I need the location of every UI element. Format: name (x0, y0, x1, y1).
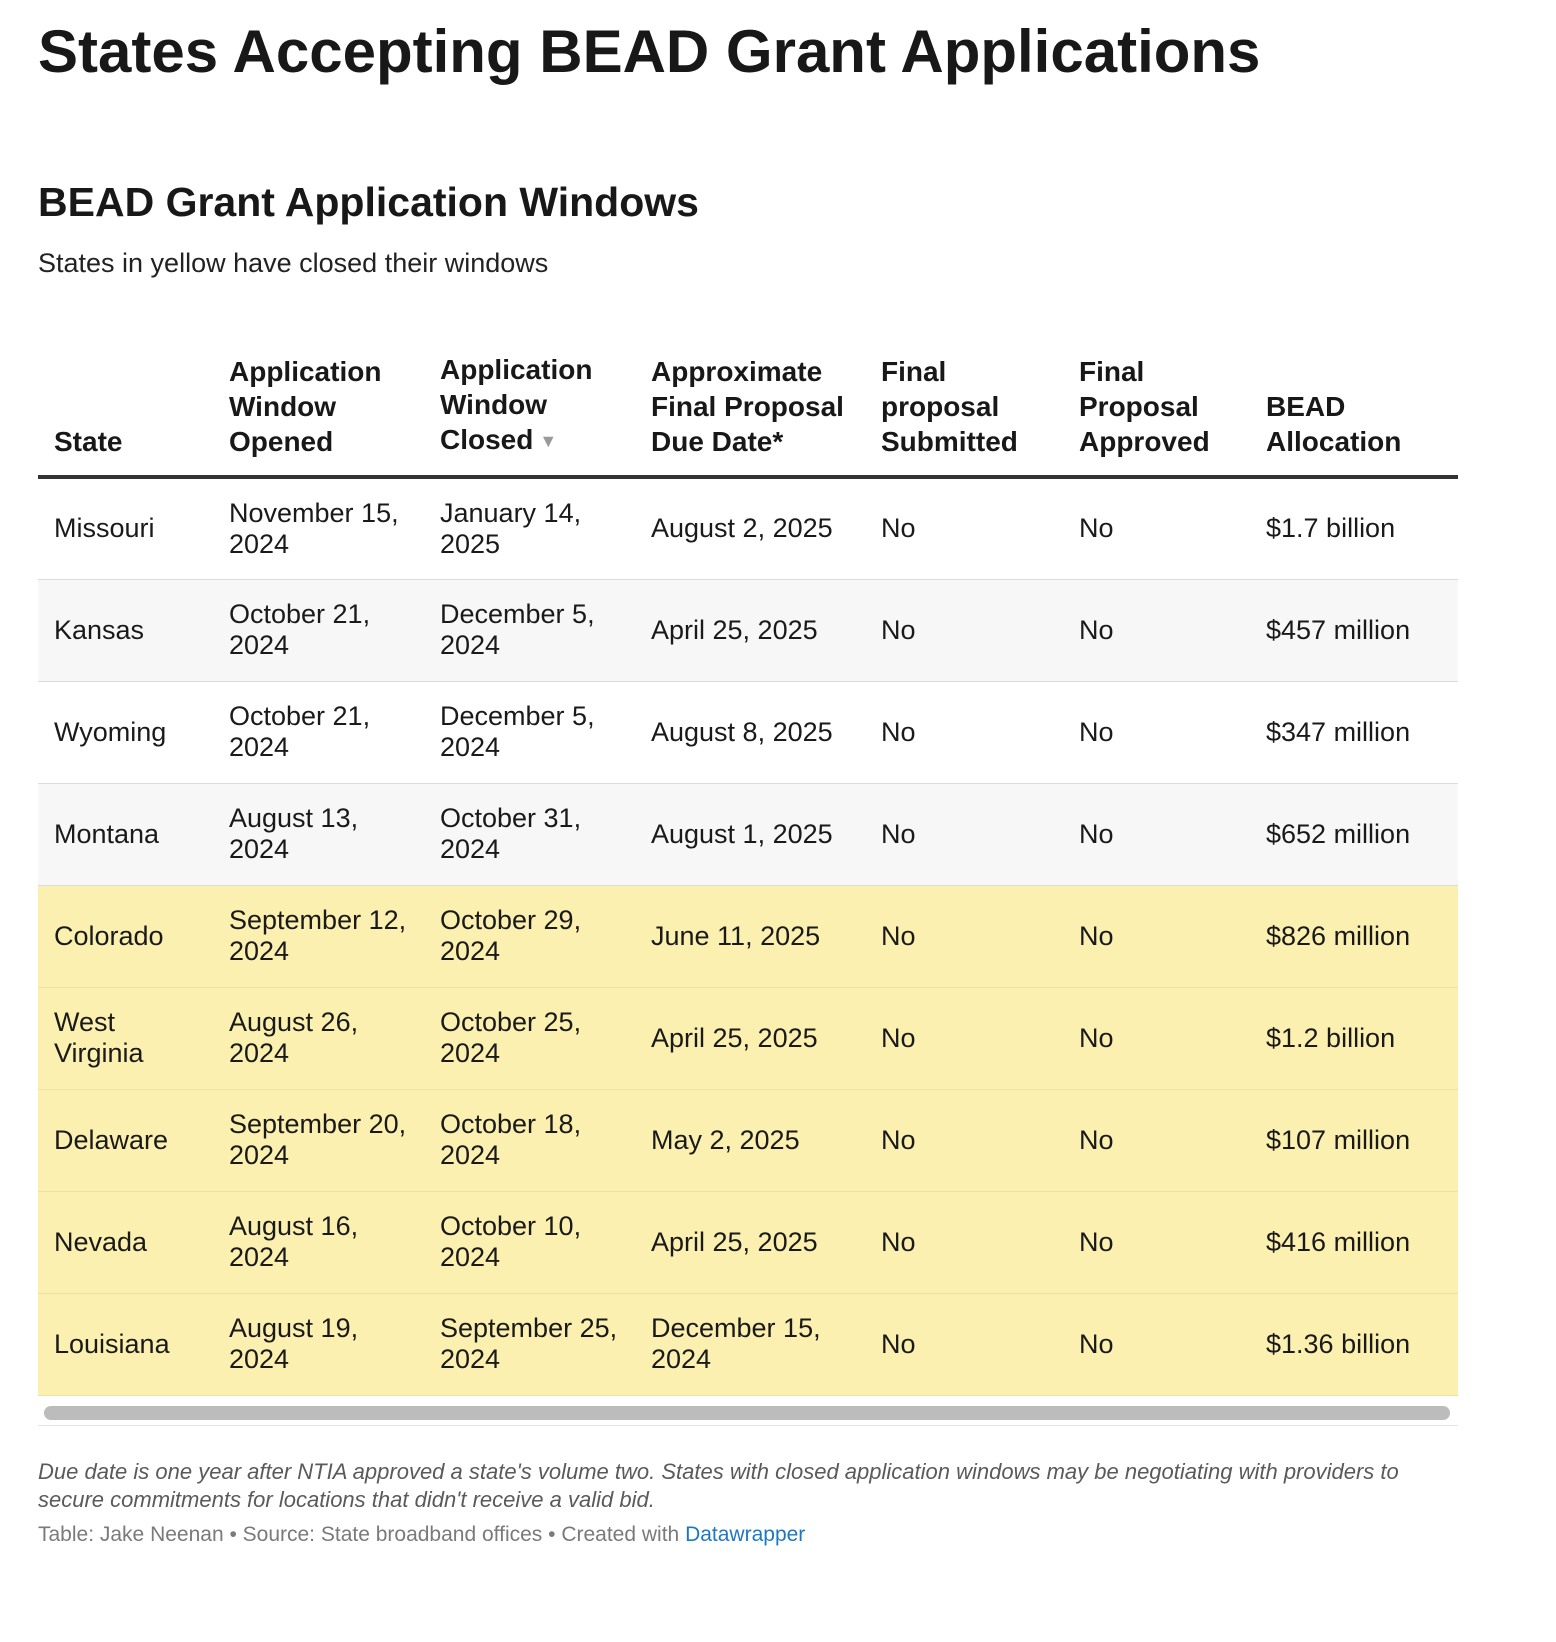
column-header-label: BEAD Allocation (1266, 391, 1402, 457)
table-row (38, 783, 1458, 885)
table-cell: No (865, 1089, 1063, 1191)
table-cell: $107 million (1250, 1089, 1458, 1191)
table-cell: December 15, 2024 (635, 1293, 865, 1395)
table-row (38, 885, 1458, 987)
table-cell: No (865, 885, 1063, 987)
table-cell: $457 million (1250, 579, 1458, 681)
table-cell: No (1063, 885, 1250, 987)
table-cell: $652 million (1250, 783, 1458, 885)
table-cell: October 31, 2024 (424, 783, 635, 885)
column-header-label: Application Window Opened (229, 356, 382, 457)
column-header-3[interactable] (635, 325, 865, 477)
table-cell: No (1063, 477, 1250, 579)
column-header-2[interactable] (424, 325, 635, 477)
table-cell: $1.2 billion (1250, 987, 1458, 1089)
table-cell: No (865, 579, 1063, 681)
table-cell: August 26, 2024 (213, 987, 424, 1089)
table-cell: Kansas (38, 579, 213, 681)
column-header-6[interactable] (1250, 325, 1458, 477)
table-cell: $347 million (1250, 681, 1458, 783)
table-cell: August 13, 2024 (213, 783, 424, 885)
horizontal-scrollbar[interactable] (38, 1400, 1458, 1426)
table-cell: No (1063, 783, 1250, 885)
table-cell: $1.7 billion (1250, 477, 1458, 579)
sort-descending-icon: ▼ (539, 431, 558, 451)
table-cell: August 2, 2025 (635, 477, 865, 579)
column-header-label: Application Window Closed (440, 354, 593, 455)
table-cell: Delaware (38, 1089, 213, 1191)
table-row (38, 681, 1458, 783)
table-row (38, 1089, 1458, 1191)
table-cell: May 2, 2025 (635, 1089, 865, 1191)
table-row (38, 1191, 1458, 1293)
table-cell: No (865, 681, 1063, 783)
table-cell: $826 million (1250, 885, 1458, 987)
table-cell: October 18, 2024 (424, 1089, 635, 1191)
table-cell: No (1063, 681, 1250, 783)
table-row (38, 1293, 1458, 1395)
column-header-label: State (54, 426, 123, 457)
table-cell: September 12, 2024 (213, 885, 424, 987)
table-cell: Colorado (38, 885, 213, 987)
column-header-label: Final proposal Submitted (881, 356, 1018, 457)
chart-title: BEAD Grant Application Windows (38, 179, 699, 225)
footnote: Due date is one year after NTIA approved a state's volume two. States with closed application windows may be negotiating with providers to secure commitments for locations that didn't receive a valid bid. (38, 1459, 1399, 1512)
table-cell: $1.36 billion (1250, 1293, 1458, 1395)
column-header-5[interactable] (1063, 325, 1250, 477)
table-container (38, 325, 1458, 1426)
table-row (38, 987, 1458, 1089)
table-cell: No (865, 477, 1063, 579)
table-cell: Montana (38, 783, 213, 885)
data-table (38, 325, 1458, 1396)
datawrapper-link[interactable]: Datawrapper (685, 1523, 806, 1546)
column-header-1[interactable] (213, 325, 424, 477)
table-cell: October 25, 2024 (424, 987, 635, 1089)
table-cell: November 15, 2024 (213, 477, 424, 579)
table-cell: December 5, 2024 (424, 681, 635, 783)
scrollbar-thumb[interactable] (44, 1406, 1450, 1420)
table-cell: August 19, 2024 (213, 1293, 424, 1395)
table-cell: April 25, 2025 (635, 987, 865, 1089)
table-cell: No (1063, 1293, 1250, 1395)
table-cell: No (1063, 579, 1250, 681)
table-cell: September 20, 2024 (213, 1089, 424, 1191)
table-cell: No (1063, 1089, 1250, 1191)
table-cell: Missouri (38, 477, 213, 579)
table-cell: October 21, 2024 (213, 579, 424, 681)
table-cell: No (1063, 987, 1250, 1089)
column-header-label: Approximate Final Proposal Due Date* (651, 356, 844, 457)
table-cell: No (865, 1293, 1063, 1395)
table-cell: June 11, 2025 (635, 885, 865, 987)
table-cell: West Virginia (38, 987, 213, 1089)
table-cell: August 16, 2024 (213, 1191, 424, 1293)
credits-text: Table: Jake Neenan • Source: State broadband offices • Created with (38, 1523, 680, 1546)
table-cell: October 10, 2024 (424, 1191, 635, 1293)
table-cell: October 21, 2024 (213, 681, 424, 783)
column-header-0[interactable] (38, 325, 213, 477)
column-header-label: Final Proposal Approved (1079, 356, 1210, 457)
page-title: States Accepting BEAD Grant Applications (38, 18, 1261, 85)
table-cell: No (1063, 1191, 1250, 1293)
table-cell: April 25, 2025 (635, 579, 865, 681)
table-cell: Nevada (38, 1191, 213, 1293)
table-body (38, 477, 1458, 1395)
table-cell: August 8, 2025 (635, 681, 865, 783)
column-header-4[interactable] (865, 325, 1063, 477)
table-cell: September 25, 2024 (424, 1293, 635, 1395)
table-cell: April 25, 2025 (635, 1191, 865, 1293)
table-cell: Louisiana (38, 1293, 213, 1395)
table-row (38, 477, 1458, 579)
credits (38, 1521, 805, 1549)
chart-subtitle: States in yellow have closed their windows (38, 248, 549, 278)
table-cell: August 1, 2025 (635, 783, 865, 885)
table-cell: No (865, 987, 1063, 1089)
table-cell: Wyoming (38, 681, 213, 783)
table-cell: October 29, 2024 (424, 885, 635, 987)
table-cell: January 14, 2025 (424, 477, 635, 579)
table-cell: No (865, 783, 1063, 885)
table-cell: $416 million (1250, 1191, 1458, 1293)
table-cell: December 5, 2024 (424, 579, 635, 681)
header-row (38, 325, 1458, 477)
table-cell: No (865, 1191, 1063, 1293)
table-row (38, 579, 1458, 681)
